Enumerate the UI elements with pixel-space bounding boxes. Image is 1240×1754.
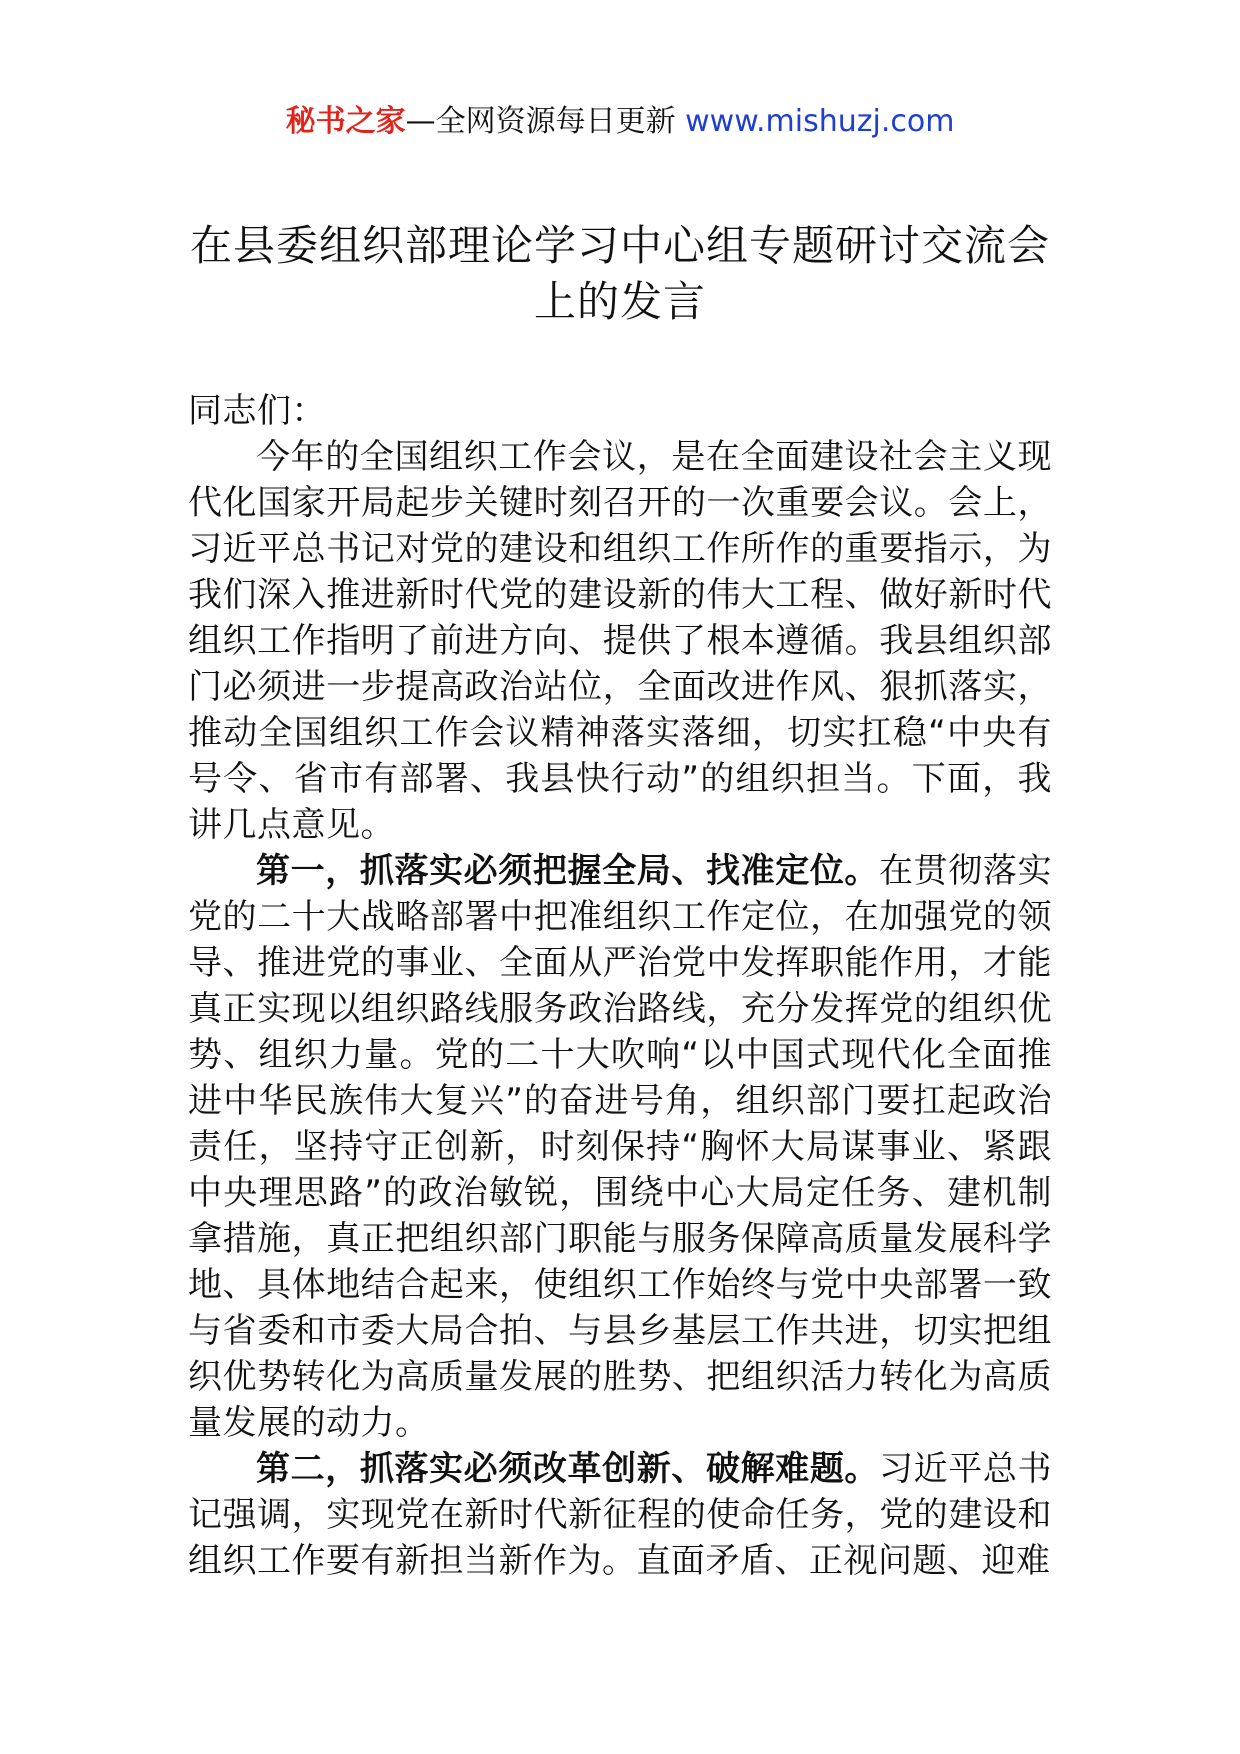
- document-body: [188, 388, 1052, 1584]
- paragraph-text: 在贯彻落实党的二十大战略部署中把准组织工作定位，在加强党的领导、推进党的事业、全面从严治党中发挥职能作用，才能真正实现以组织路线服务政治路线，充分发挥党的组织优势、组织力量。党的二十大吹响“以中国式现代化全面推进中华民族伟大复兴”的奋进号角，组织部门要扛起政治责任，坚持守正创新，时刻保持“胸怀大局谋事业、紧跟中央理思路”的政治敏锐，围绕中心大局定任务、建机制拿措施，真正把组织部门职能与服务保障高质量发展科学地、具体地结合起来，使组织工作始终与党中央部署一致与省委和市委大局合拍、与县乡基层工作共进，切实把组织优势转化为高质量发展的胜势、把组织活力转化为高质量发展的动力。: [188, 851, 1053, 1443]
- banner-tagline: —全网资源每日更新: [405, 104, 676, 139]
- salutation: 同志们：: [188, 391, 326, 431]
- paragraph-text: 习近平总书记强调，实现党在新时代新征程的使命任务，党的建设和组织工作要有新担当新作为。直面矛盾、正视问题、迎难: [188, 1449, 1053, 1581]
- site-url-link[interactable]: www.mishuzj.com: [685, 104, 955, 139]
- brand-name: 秘书之家: [285, 104, 406, 139]
- paragraph-point-one: [188, 848, 1052, 1446]
- paragraph-intro: [188, 434, 1052, 848]
- document-title: 在县委组织部理论学习中心组专题研讨交流会上的发言: [190, 221, 1051, 326]
- paragraph-lead: 第二，抓落实必须改革创新、破解难题。: [256, 1449, 880, 1489]
- paragraph-point-two: [188, 1446, 1052, 1584]
- paragraph-lead: 第一，抓落实必须把握全局、找准定位。: [256, 851, 880, 891]
- paragraph-text: 今年的全国组织工作会议，是在全面建设社会主义现代化国家开局起步关键时刻召开的一次重要会议。会上，习近平总书记对党的建设和组织工作所作的重要指示，为我们深入推进新时代党的建设新的伟大工程、做好新时代组织工作指明了前进方向、提供了根本遵循。我县组织部门必须进一步提高政治站位，全面改进作风、狠抓落实，推动全国组织工作会议精神落实落细，切实扛稳“中央有号令、省市有部署、我县快行动”的组织担当。下面，我讲几点意见。: [188, 437, 1052, 845]
- site-banner: [0, 102, 1240, 142]
